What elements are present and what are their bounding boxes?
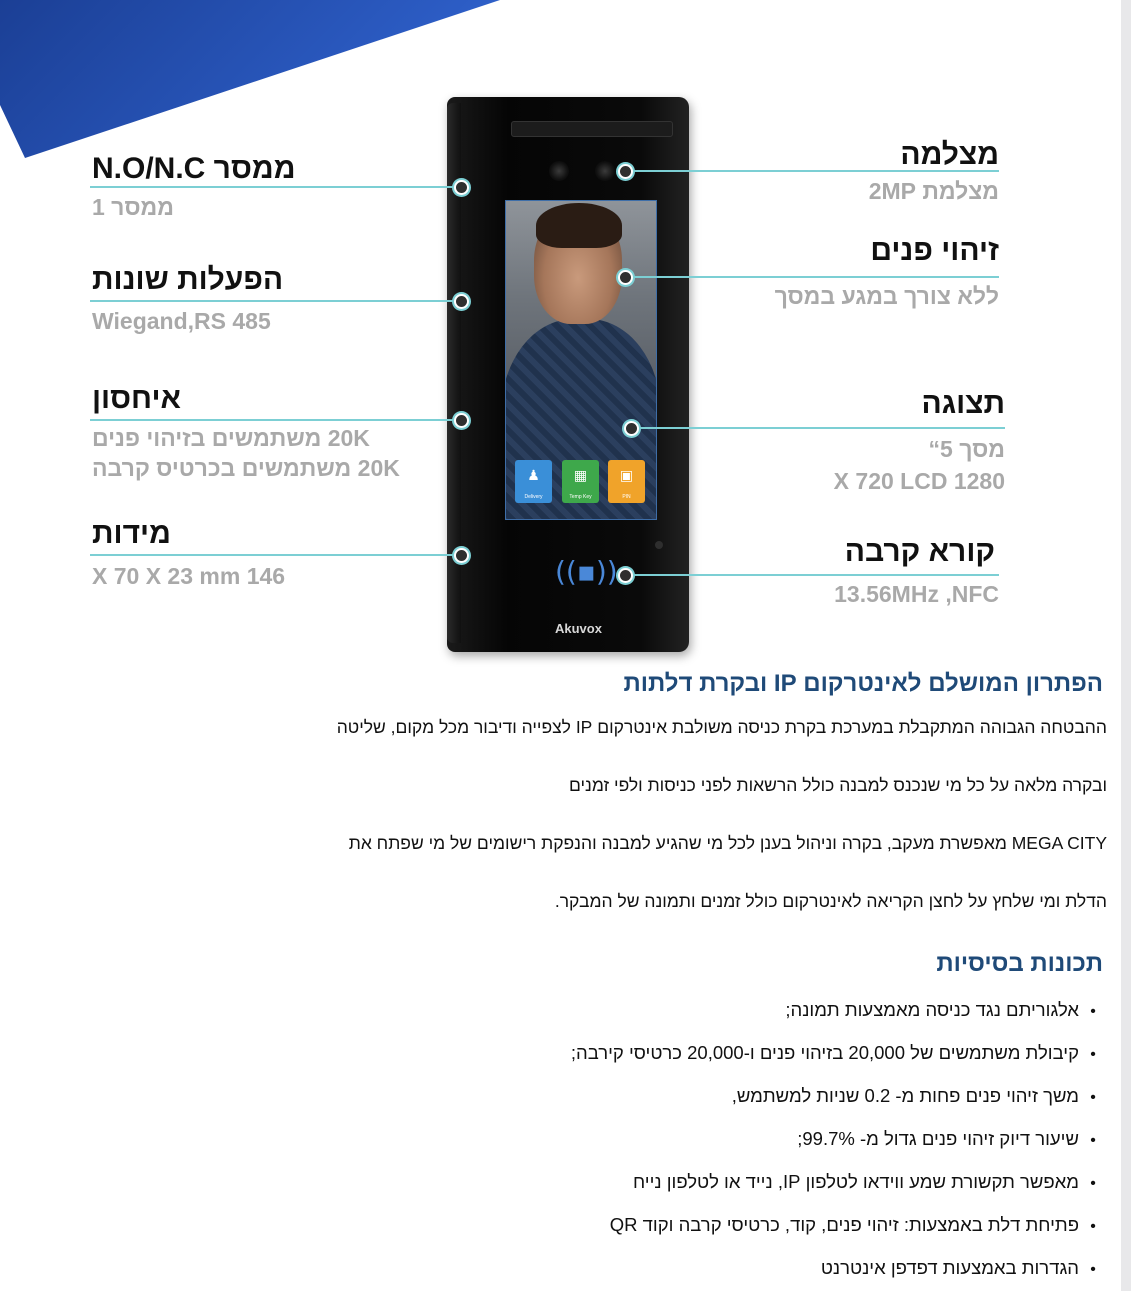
person-hair xyxy=(536,203,622,248)
page-edge xyxy=(1121,0,1131,1291)
list-item: •אלגוריתם נגד כניסה מאמצעות תמונה; xyxy=(107,990,1107,1033)
callout-display-title: תצוגה xyxy=(921,387,1005,420)
callout-line xyxy=(90,419,460,421)
paragraph-line: MEGA CITY מאפשרת מעקב, בקרה וניהול בענן לכל מי שהגיע למבנה והנפקת רישומים של מי שפתח את xyxy=(348,833,1107,853)
list-item: •משך זיהוי פנים פחות מ- 0.2 שניות למשתמש, xyxy=(107,1076,1107,1119)
bullet: • xyxy=(1090,1218,1096,1235)
callout-reader-title: קורא קרבה xyxy=(844,535,995,568)
callout-reader-sub: 13.56MHz ,NFC xyxy=(834,581,999,607)
person-icon: ♟ xyxy=(527,467,540,483)
solution-paragraph xyxy=(47,698,1107,930)
list-item: •פתיחת דלת באמצעות: זיהוי פנים, קוד, כרטיסי קרבה וקוד QR xyxy=(107,1205,1107,1248)
list-item: •קיבולת משתמשים של 20,000 בזיהוי פנים ו-20,000 כרטיסי קירבה; xyxy=(107,1033,1107,1076)
features-list xyxy=(107,990,1107,1291)
temp-key-button: ▦ Temp Key xyxy=(562,460,599,503)
callout-relay-title: ממסר N.O/N.C xyxy=(92,152,296,185)
callout-camera-title: מצלמה xyxy=(900,138,999,171)
camera-lens xyxy=(549,161,569,181)
paragraph-line: ובקרה מלאה על כל מי שנכנס למבנה כולל הרשאות לפני כניסות ולפי זמנים xyxy=(568,775,1107,795)
delivery-button: ♟ Delivery xyxy=(515,460,552,503)
corner-decoration xyxy=(0,0,500,160)
device-light-bar xyxy=(511,121,673,137)
callout-display-sub: מסך 5“ xyxy=(928,436,1005,462)
callout-dot xyxy=(454,413,469,428)
callout-line xyxy=(632,427,1005,429)
list-item: •הגדרות באמצעות דפדפן אינטרנט xyxy=(107,1248,1107,1291)
callout-dot xyxy=(454,180,469,195)
nfc-icon: ((▪)) xyxy=(555,555,618,588)
callout-dot xyxy=(454,294,469,309)
bullet: • xyxy=(1090,1261,1096,1278)
callout-line xyxy=(90,300,460,302)
intercom-device xyxy=(447,97,689,652)
callout-relay-sub: ממסר 1 xyxy=(92,194,174,220)
device-screen xyxy=(505,200,657,520)
callout-line xyxy=(626,574,999,576)
section-heading-features: תכונות בסיסיות xyxy=(936,950,1103,977)
callout-face-sub: ללא צורך במגע במסך xyxy=(774,283,999,309)
callout-dot xyxy=(618,164,633,179)
paragraph-line: הדלת ומי שלחץ על לחצן הקריאה לאינטרקום כולל זמנים ותמונה של המבקר. xyxy=(554,891,1107,911)
callout-interfaces-sub: Wiegand,RS 485 xyxy=(92,308,271,334)
callout-dot xyxy=(624,421,639,436)
callout-line xyxy=(90,186,460,188)
callout-dot xyxy=(618,568,633,583)
callout-dot xyxy=(618,270,633,285)
bullet: • xyxy=(1090,1046,1096,1063)
callout-display-sub: 1280 X 720 LCD xyxy=(833,468,1005,494)
callout-dimensions-sub: 146 X 70 X 23 mm xyxy=(92,563,286,589)
device-sensor xyxy=(655,541,663,549)
callout-dot xyxy=(454,548,469,563)
callout-storage-sub: 20K משתמשים בזיהוי פנים xyxy=(92,425,370,451)
list-item: •מאפשר תקשורת שמע ווידאו לטלפון IP, נייד או לטלפון נייח xyxy=(107,1162,1107,1205)
bullet: • xyxy=(1090,1003,1096,1020)
paragraph-line: ההבטחה הגבוהה המתקבלת במערכת בקרת כניסה משולבת אינטרקום IP לצפייה ודיבור מכל מקום, שליטה xyxy=(336,717,1107,737)
bullet: • xyxy=(1090,1132,1096,1149)
callout-camera-sub: מצלמת 2MP xyxy=(868,178,999,204)
callout-face-title: זיהוי פנים xyxy=(870,234,999,267)
callout-line xyxy=(626,276,999,278)
list-item: •שיעור דיוק זיהוי פנים גדול מ- 99.7%; xyxy=(107,1119,1107,1162)
device-brand: Akuvox xyxy=(555,621,602,636)
pin-button: ▣ PIN xyxy=(608,460,645,503)
qr-icon: ▦ xyxy=(573,467,588,483)
callout-storage-title: איחסון xyxy=(92,382,181,415)
section-heading-solution: הפתרון המושלם לאינטרקום IP ובקרת דלתות xyxy=(623,670,1103,697)
lock-icon: ▣ xyxy=(619,467,634,483)
bullet: • xyxy=(1090,1089,1096,1106)
camera-lens xyxy=(595,161,615,181)
callout-interfaces-title: הפעלות שונות xyxy=(92,263,284,296)
callout-storage-sub: 20K משתמשים בכרטיס קרבה xyxy=(92,455,400,481)
callout-dimensions-title: מידות xyxy=(92,517,171,550)
bullet: • xyxy=(1090,1175,1096,1192)
callout-line xyxy=(90,554,460,556)
